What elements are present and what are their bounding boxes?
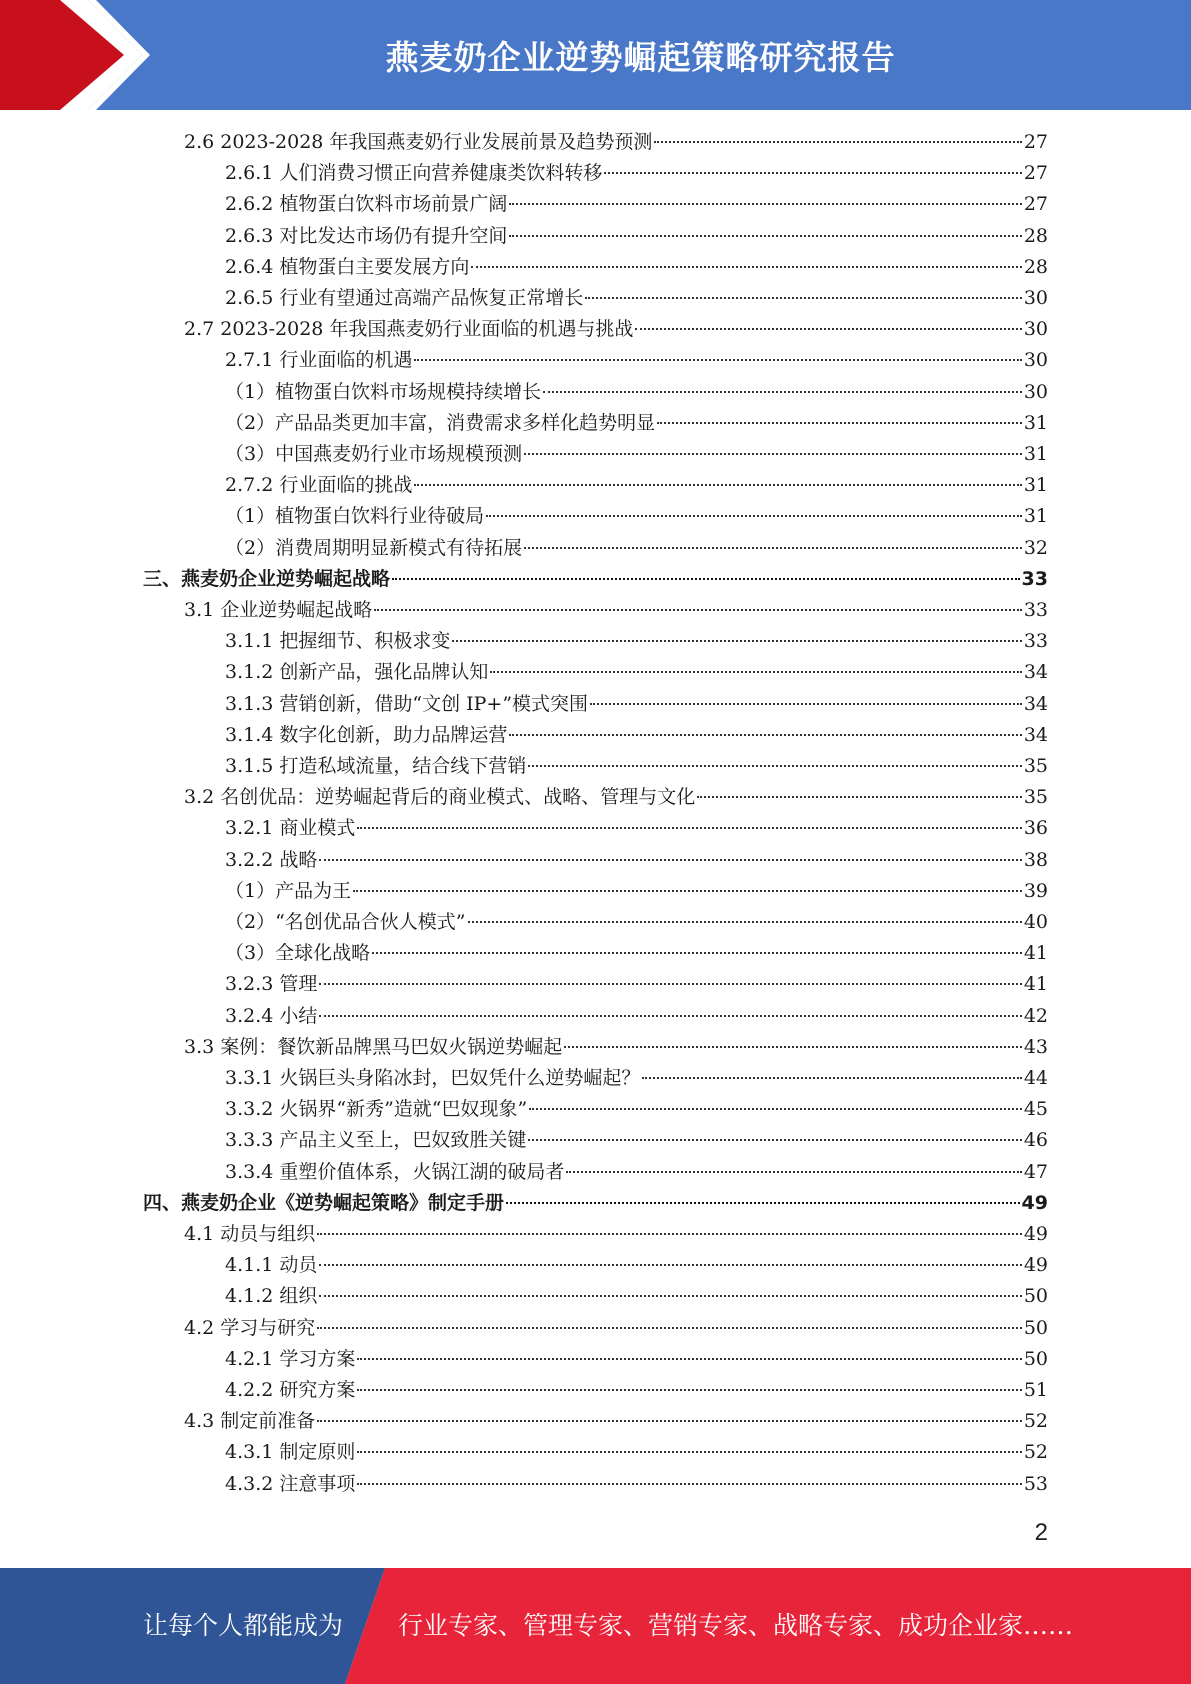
toc-entry-page: 42 [1023,1004,1048,1027]
toc-dot-leader [657,422,1022,424]
toc-entry-title: （2）消费周期明显新模式有待拓展 [225,536,523,559]
toc-dot-leader [654,141,1021,143]
toc-entry-page: 34 [1023,661,1048,684]
toc-entry-title: 3.1.2 创新产品，强化品牌认知 [225,661,489,684]
toc-entry[interactable] [225,813,1048,844]
toc-entry[interactable] [225,1063,1048,1094]
toc-entry-title: 4.2.1 学习方案 [225,1347,356,1370]
toc-entry-title: （1）植物蛋白饮料市场规模持续增长 [225,380,542,403]
toc-entry[interactable] [225,720,1048,751]
page-footer [0,1568,1191,1684]
toc-dot-leader [317,1420,1022,1422]
toc-entry-page: 50 [1023,1347,1048,1370]
toc-entry[interactable] [225,969,1048,1000]
toc-entry[interactable] [184,782,1048,813]
toc-entry-title: 三、燕麦奶企业逆势崛起战略 [143,567,391,590]
toc-entry[interactable] [225,1125,1048,1156]
toc-entry[interactable] [225,158,1048,189]
toc-entry-page: 35 [1023,786,1048,809]
toc-entry-page: 30 [1023,380,1048,403]
toc-entry[interactable] [225,938,1048,969]
toc-entry-page: 27 [1023,162,1048,185]
toc-entry[interactable] [225,1001,1048,1032]
toc-entry[interactable] [225,189,1048,220]
toc-entry[interactable] [225,1469,1048,1500]
toc-entry-title: 4.3 制定前准备 [184,1410,316,1433]
toc-entry[interactable] [143,1188,1048,1219]
toc-entry-page: 41 [1023,942,1048,965]
toc-entry-page: 49 [1021,1191,1048,1214]
toc-entry-title: 3.1.3 营销创新，借助“文创 IP+”模式突围 [225,692,589,715]
toc-dot-leader [319,1264,1021,1266]
toc-entry[interactable] [225,252,1048,283]
toc-entry-page: 53 [1023,1472,1048,1495]
toc-entry[interactable] [225,1094,1048,1125]
toc-dot-leader [392,578,1020,580]
toc-entry-page: 34 [1023,692,1048,715]
toc-dot-leader [509,734,1021,736]
toc-entry[interactable] [184,1313,1048,1344]
toc-dot-leader [319,1295,1021,1297]
toc-entry-page: 30 [1023,318,1048,341]
toc-entry-title: 3.1.1 把握细节、积极求变 [225,630,451,653]
toc-entry-page: 30 [1023,287,1048,309]
toc-entry-page: 31 [1023,474,1048,497]
toc-dot-leader [566,1171,1021,1173]
toc-entry-title: 4.1.2 组织 [225,1285,318,1308]
toc-entry-title: 2.6.1 人们消费习惯正向营养健康类饮料转移 [225,162,603,185]
toc-entry-page: 51 [1023,1379,1048,1401]
toc-dot-leader [564,1046,1022,1048]
toc-dot-leader [543,391,1022,393]
toc-entry-page: 31 [1023,411,1048,434]
toc-entry-page: 28 [1023,255,1048,278]
toc-entry[interactable] [225,377,1048,408]
toc-entry-page: 43 [1023,1035,1048,1058]
toc-entry-title: 4.3.2 注意事项 [225,1472,356,1495]
toc-entry-title: 3.2.4 小结 [225,1004,318,1027]
toc-entry[interactable] [225,845,1048,876]
toc-entry-title: 3.1.4 数字化创新，助力品牌运营 [225,723,508,746]
toc-dot-leader [414,484,1021,486]
toc-dot-leader [452,640,1021,642]
toc-entry-page: 31 [1023,443,1048,465]
toc-dot-leader [524,453,1022,455]
toc-entry[interactable] [184,595,1048,626]
toc-entry[interactable] [225,907,1048,938]
toc-entry-title: 3.3.4 重塑价值体系，火锅江湖的破局者 [225,1160,565,1183]
toc-dot-leader [317,1327,1022,1329]
toc-dot-leader [529,1108,1022,1110]
toc-entry-title: 3.3.3 产品主义至上，巴奴致胜关键 [225,1129,527,1152]
page-number: 2 [1034,1519,1048,1546]
toc-entry[interactable] [225,501,1048,532]
toc-dot-leader [635,328,1021,330]
toc-entry-title: （2）产品品类更加丰富，消费需求多样化趋势明显 [225,411,656,434]
toc-entry[interactable] [225,689,1048,720]
toc-entry[interactable] [225,439,1048,470]
toc-dot-leader [524,547,1022,549]
toc-entry-title: 3.2 名创优品：逆势崛起背后的商业模式、战略、管理与文化 [184,786,696,809]
page-header [0,0,1191,110]
toc-entry-page: 47 [1023,1160,1048,1183]
toc-entry[interactable] [225,283,1048,314]
toc-dot-leader [414,359,1021,361]
toc-entry-page: 50 [1023,1285,1048,1308]
toc-entry-title: 2.7 2023-2028 年我国燕麦奶行业面临的机遇与挑战 [184,318,634,341]
toc-entry-title: 2.7.2 行业面临的挑战 [225,474,413,497]
toc-entry-page: 34 [1023,723,1048,746]
toc-dot-leader [317,1233,1022,1235]
toc-entry[interactable] [225,1250,1048,1281]
toc-entry[interactable] [184,1406,1048,1437]
toc-entry-title: 4.1.1 动员 [225,1254,318,1277]
toc-entry[interactable] [225,1437,1048,1468]
toc-dot-leader [471,266,1021,268]
footer-slogan-left: 让每个人都能成为 [143,1611,344,1640]
toc-entry[interactable] [184,1032,1048,1063]
toc-entry-page: 33 [1023,630,1048,653]
toc-dot-leader [509,235,1021,237]
toc-entry-title: 3.2.1 商业模式 [225,817,356,840]
toc-entry[interactable] [143,564,1048,595]
toc-entry-title: （3）中国燕麦奶行业市场规模预测 [225,443,523,465]
report-title: 燕麦奶企业逆势崛起策略研究报告 [385,37,896,77]
toc-entry-title: 2.6.3 对比发达市场仍有提升空间 [225,224,508,247]
toc-dot-leader [353,890,1022,892]
toc-entry-page: 41 [1023,973,1048,996]
footer-slogan-right: 行业专家、管理专家、营销专家、战略专家、成功企业家…… [398,1611,1074,1640]
toc-entry-title: （2）“名创优品合伙人模式” [225,911,466,933]
toc-entry-title: 2.6.5 行业有望通过高端产品恢复正常增长 [225,287,584,309]
toc-entry-title: （1）植物蛋白饮料行业待破局 [225,505,485,528]
toc-dot-leader [506,1202,1020,1204]
toc-entry-page: 46 [1023,1129,1048,1152]
toc-entry-title: （1）产品为王 [225,879,352,902]
toc-entry-page: 38 [1023,848,1048,871]
toc-entry-title: 3.3.1 火锅巨头身陷冰封，巴奴凭什么逆势崛起？ [225,1067,641,1089]
toc-entry[interactable] [184,127,1048,158]
toc-dot-leader [357,1451,1021,1453]
toc-dot-leader [585,297,1021,299]
toc-entry[interactable] [225,1281,1048,1312]
toc-entry-page: 27 [1023,193,1048,216]
toc-dot-leader [357,1358,1021,1360]
toc-entry-title: 4.1 动员与组织 [184,1223,316,1245]
toc-entry-title: 2.7.1 行业面临的机遇 [225,349,413,372]
toc-entry-title: 3.3 案例：餐饮新品牌黑马巴奴火锅逆势崛起 [184,1035,563,1058]
toc-entry-page: 33 [1021,567,1048,590]
toc-entry[interactable] [225,626,1048,657]
toc-entry-page: 50 [1023,1316,1048,1339]
toc-entry-page: 32 [1023,536,1048,559]
toc-entry-title: 3.1.5 打造私域流量，结合线下营销 [225,755,527,777]
toc-dot-leader [319,1015,1021,1017]
toc-entry[interactable] [225,533,1048,564]
toc-dot-leader [697,796,1022,798]
toc-entry-page: 30 [1023,349,1048,372]
toc-dot-leader [604,172,1021,174]
toc-entry[interactable] [225,1375,1048,1406]
toc-dot-leader [357,1389,1021,1391]
toc-dot-leader [509,203,1021,205]
toc-dot-leader [372,952,1022,954]
toc-entry[interactable] [225,1157,1048,1188]
toc-entry-page: 52 [1023,1441,1048,1464]
toc-dot-leader [357,1483,1021,1485]
toc-entry-title: 4.2 学习与研究 [184,1316,316,1339]
toc-entry-page: 33 [1023,599,1048,621]
toc-entry-page: 40 [1023,911,1048,933]
toc-entry-page: 28 [1023,224,1048,247]
toc-dot-leader [490,671,1021,673]
toc-dot-leader [357,827,1021,829]
toc-entry-page: 44 [1023,1067,1048,1089]
toc-entry-title: 3.2.3 管理 [225,973,318,996]
toc-entry-title: 4.2.2 研究方案 [225,1379,356,1401]
toc-entry-page: 36 [1023,817,1048,840]
toc-entry-page: 49 [1023,1254,1048,1277]
toc-entry[interactable] [225,221,1048,252]
toc-entry-title: 4.3.1 制定原则 [225,1441,356,1464]
toc-entry-page: 31 [1023,505,1048,528]
toc-dot-leader [486,515,1022,517]
toc-entry-title: 四、燕麦奶企业《逆势崛起策略》制定手册 [143,1191,505,1214]
toc-entry-title: 2.6.2 植物蛋白饮料市场前景广阔 [225,193,508,216]
toc-entry[interactable] [225,345,1048,376]
toc-entry-title: 3.2.2 战略 [225,848,318,871]
toc-entry[interactable] [225,751,1048,782]
toc-entry-title: 2.6 2023-2028 年我国燕麦奶行业发展前景及趋势预测 [184,131,653,153]
toc-entry[interactable] [184,314,1048,345]
toc-entry[interactable] [225,408,1048,439]
toc-entry[interactable] [225,1344,1048,1375]
toc-entry[interactable] [225,876,1048,907]
toc-entry-page: 52 [1023,1410,1048,1433]
toc-entry-title: 2.6.4 植物蛋白主要发展方向 [225,255,470,278]
toc-dot-leader [468,921,1022,923]
toc-entry-title: 3.3.2 火锅界“新秀”造就“巴奴现象” [225,1098,528,1121]
toc-dot-leader [590,703,1022,705]
toc-entry-page: 27 [1023,131,1048,153]
toc-entry[interactable] [225,657,1048,688]
toc-dot-leader [528,765,1021,767]
toc-dot-leader [642,1077,1021,1079]
toc-dot-leader [528,1139,1021,1141]
toc-entry[interactable] [184,1219,1048,1250]
toc-dot-leader [319,859,1021,861]
toc-dot-leader [374,609,1022,611]
toc-entry-page: 35 [1023,755,1048,777]
toc-entry-page: 49 [1023,1223,1048,1245]
toc-entry[interactable] [225,470,1048,501]
toc-entry-title: （3）全球化战略 [225,942,371,965]
toc-dot-leader [319,983,1021,985]
toc-entry-title: 3.1 企业逆势崛起战略 [184,599,373,621]
toc-entry-page: 39 [1023,879,1048,902]
toc-entry-page: 45 [1023,1098,1048,1121]
